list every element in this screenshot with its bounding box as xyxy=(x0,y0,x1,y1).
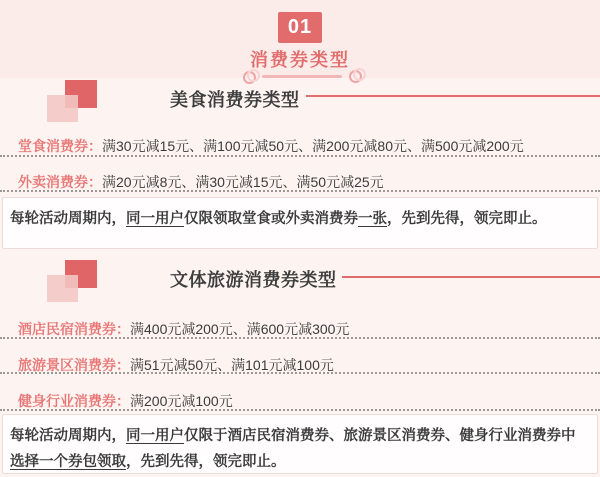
section-marker-icon xyxy=(47,80,97,123)
voucher-value: 满20元减8元、满30元减15元、满50元减25元 xyxy=(102,174,384,190)
voucher-row-fitness xyxy=(18,391,233,411)
note-segment: 每轮活动周期内， xyxy=(10,211,126,227)
title-underline xyxy=(262,75,342,78)
section-marker-icon xyxy=(47,260,97,303)
note-segment: ，先到先得，领完即止。 xyxy=(387,211,547,227)
section-heading-line xyxy=(342,276,600,278)
voucher-label: 酒店民宿消费券： xyxy=(18,321,130,337)
voucher-row-takeout xyxy=(18,172,384,192)
section-number-badge: 01 xyxy=(278,12,322,43)
voucher-row-hotel xyxy=(18,319,349,339)
section-heading-line xyxy=(306,95,600,97)
voucher-value: 满51元减50元、满101元减100元 xyxy=(130,357,334,373)
row-divider xyxy=(0,190,600,192)
voucher-label: 堂食消费券： xyxy=(18,138,102,154)
row-divider xyxy=(0,372,600,374)
note-text xyxy=(10,423,589,475)
note-segment: ，先到先得，领完即止。 xyxy=(126,454,286,470)
note-segment-underlined: 同一用户 xyxy=(126,428,184,444)
row-divider xyxy=(0,337,600,339)
voucher-value: 满200元减100元 xyxy=(130,393,233,409)
voucher-value: 满400元减200元、满600元减300元 xyxy=(130,321,350,337)
page-title: 消费券类型 xyxy=(250,50,350,70)
note-segment: 仅限于酒店民宿消费券、旅游景区消费券、健身行业消费券中 xyxy=(184,428,576,444)
voucher-value: 满30元减15元、满100元减50元、满200元减80元、满500元减200元 xyxy=(102,138,524,154)
section-heading-food: 美食消费券类型 xyxy=(170,90,300,110)
voucher-label: 健身行业消费券： xyxy=(18,393,130,409)
row-divider xyxy=(0,155,600,157)
note-text xyxy=(10,206,589,232)
voucher-label: 旅游景区消费券： xyxy=(18,357,130,373)
note-segment-underlined: 一张 xyxy=(358,211,387,227)
row-divider xyxy=(0,409,600,411)
note-segment-underlined: 选择一个券包领取 xyxy=(10,454,126,470)
ring-right-icon xyxy=(349,70,362,83)
voucher-label: 外卖消费券： xyxy=(18,174,102,190)
note-segment: 每轮活动周期内， xyxy=(10,428,126,444)
note-segment-underlined: 同一用户 xyxy=(126,211,184,227)
note-box-food xyxy=(2,197,598,249)
ring-left-icon xyxy=(243,71,256,84)
light-square-icon xyxy=(47,95,78,122)
note-box-tourism xyxy=(2,414,598,474)
section-heading-tourism: 文体旅游消费券类型 xyxy=(170,270,337,290)
voucher-row-dine-in xyxy=(18,136,524,156)
note-segment: 仅限领取堂食或外卖消费券 xyxy=(184,211,358,227)
light-square-icon xyxy=(47,275,78,302)
